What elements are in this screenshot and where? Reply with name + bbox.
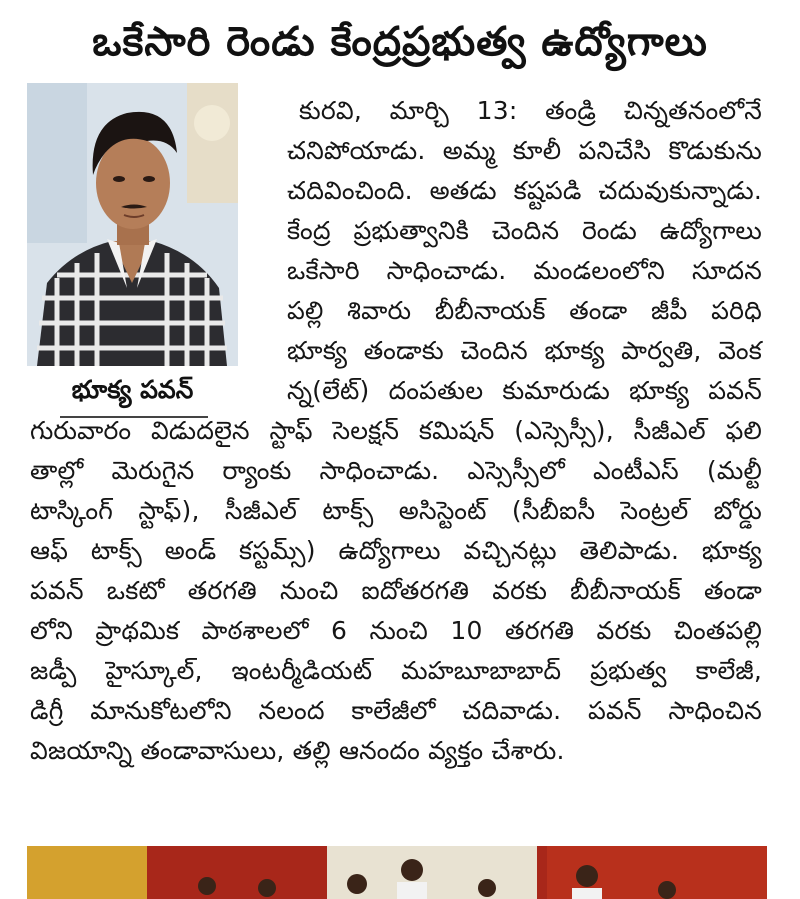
article-line: చనిపోయాడు. అమ్మ కూలీ పనిచేసి కొడుకును (287, 136, 762, 165)
article-line: చదివించింది. అతడు కష్టపడి చదువుకున్నాడు. (287, 176, 762, 205)
article-line: విజయాన్ని తండావాసులు, తల్లి ఆనందం వ్యక్తం చేశారు. (30, 736, 565, 765)
article-line: న్న(లేట్) దంపతుల కుమారుడు భూక్య పవన్ (287, 376, 762, 405)
article-line: పల్లి శివారు బీబీనాయక్ తండా జీపీ పరిధి (287, 296, 762, 325)
photo-caption: భూక్య పవన్ (71, 375, 194, 404)
article-line: లోని ప్రాథమిక పాఠశాలలో 6 నుంచి 10 తరగతి వరకు చింతపల్లి (30, 616, 762, 645)
article-line: తాల్లో మెరుగైన ర్యాంకు సాధించాడు. ఎస్సెస్సీలో ఎంటీఎస్ (మల్టీ (30, 456, 762, 485)
article-line: డిగ్రీ మానుకోటలోని నలంద కాలేజీలో చదివాడు. పవన్ సాధించిన (30, 696, 762, 725)
article-line: కేంద్ర ప్రభుత్వానికి చెందిన రెండు ఉద్యోగాలు (287, 216, 762, 245)
article-line: కురవి, మార్చి 13: తండ్రి చిన్నతనంలోనే (299, 96, 762, 125)
article-line: పవన్ ఒకటో తరగతి నుంచి ఐదోతరగతి వరకు బీబీనాయక్ తండా (30, 576, 762, 605)
article-line: టాస్కింగ్ స్టాఫ్), సీజీఎల్ టాక్స్ అసిస్టెంట్ (సీబీఐసీ సెంట్రల్ బోర్డు (30, 496, 762, 525)
article-line: ఆఫ్ టాక్స్ అండ్ కస్టమ్స్) ఉద్యోగాలు వచ్చినట్లు తెలిపాడు. భూక్య (30, 536, 762, 565)
article-line: జడ్పీ హైస్కూల్, ఇంటర్మీడియట్ మహబూబాబాద్ ప్రభుత్వ కాలేజీ, (30, 656, 762, 685)
event-photo-strip (27, 846, 767, 899)
article-line: భూక్య తండాకు చెందిన భూక్య పార్వతి, వెంక (287, 336, 762, 365)
article-line: ఒకేసారి సాధించాడు. మండలంలోని సూదన (287, 256, 762, 285)
article-line: గురువారం విడుదలైన స్టాఫ్ సెలక్షన్ కమిషన్ (ఎస్సెస్సీ), సీజీఎల్ ఫలి (30, 416, 762, 445)
article-headline: ఒకేసారి రెండు కేంద్రప్రభుత్వ ఉద్యోగాలు (92, 19, 708, 65)
portrait-photo (27, 83, 238, 366)
